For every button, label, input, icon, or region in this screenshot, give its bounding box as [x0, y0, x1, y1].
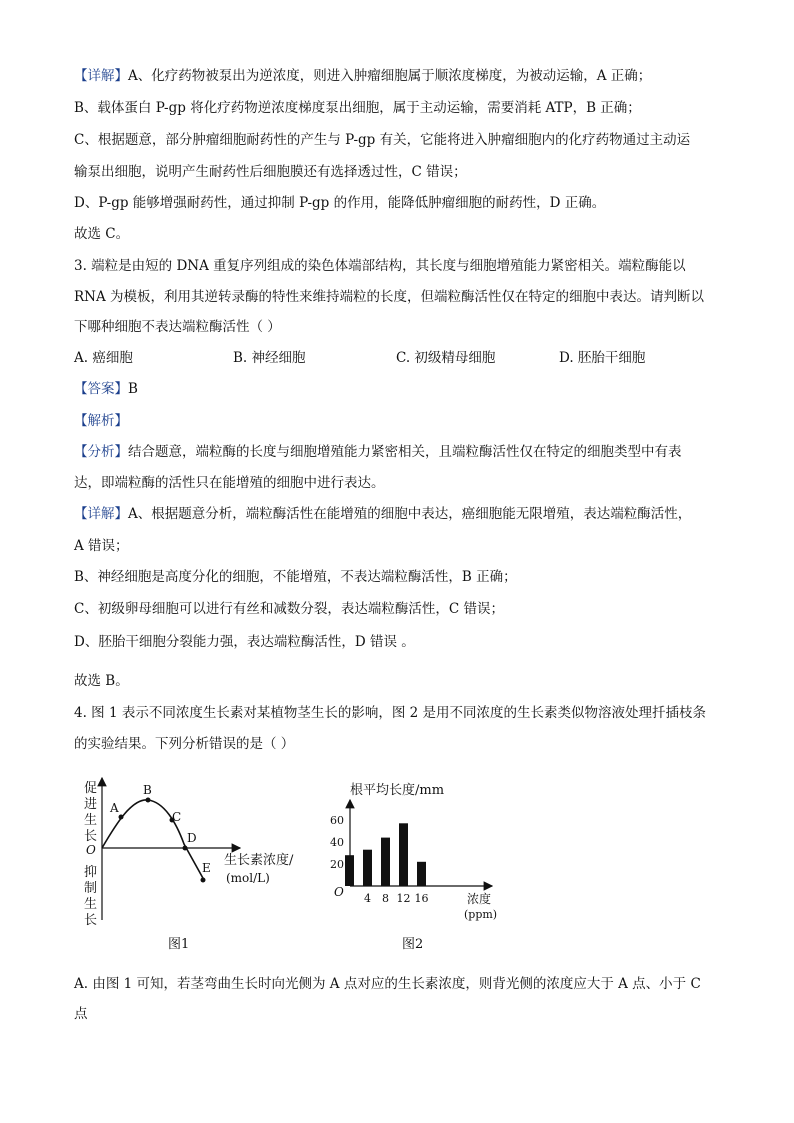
q3-fenxi-line-2: 达，即端粒酶的活性只在能增殖的细胞中进行表达。: [74, 475, 385, 491]
detail-tag: 【详解】: [74, 506, 128, 522]
q3-detail-line-3: B、神经细胞是高度分化的细胞，不能增殖，不表达端粒酶活性，B 正确；: [74, 569, 517, 585]
q2-detail-line-1: [74, 67, 651, 85]
point-d: [183, 846, 188, 851]
q3-detail-line-2: A 错误；: [74, 538, 129, 554]
point-label-c: C: [172, 810, 182, 824]
x-tick-label: 4: [364, 892, 371, 905]
point-label-a: A: [110, 801, 119, 815]
y-down-char: 制: [84, 881, 98, 896]
fenxi-tag: 【分析】: [74, 444, 128, 460]
x-tick-label: 8: [382, 892, 389, 905]
x-ticks: [364, 892, 429, 905]
y-up-char: 生: [84, 813, 98, 828]
y-axis-label: 根平均长度/mm: [350, 783, 445, 798]
y-down-char: 长: [84, 913, 98, 928]
point-e: [201, 878, 206, 883]
q3-option-a: A. 癌细胞: [74, 350, 133, 366]
y-tick-label: 40: [330, 836, 344, 849]
q3-detail-line-4: C、初级卵母细胞可以进行有丝和减数分裂，表达端粒酶活性，C 错误；: [74, 601, 504, 617]
q3-detail-line-5: D、胚胎干细胞分裂能力强，表达端粒酶活性，D 错误 。: [74, 634, 415, 650]
q2-choice: 故选 C。: [74, 226, 130, 242]
answer-value: B: [128, 381, 138, 397]
bars: [345, 823, 426, 886]
y-up-char: 长: [84, 829, 98, 844]
fenxi-text: 结合题意，端粒酶的长度与细胞增殖能力紧密相关，且端粒酶活性仅在特定的细胞类型中有表: [128, 444, 682, 460]
point-b: [146, 798, 151, 803]
answer-tag: 【答案】: [74, 381, 128, 397]
q2-detail-line-4: 输泵出细胞，说明产生耐药性后细胞膜还有选择透过性，C 错误；: [74, 164, 467, 180]
figure-2-bar-chart: [322, 772, 512, 957]
origin-label: O: [334, 885, 344, 899]
q4-stem-line-1: 4. 图 1 表示不同浓度生长素对某植物茎生长的影响，图 2 是用不同浓度的生长素类似物溶液处理扦插枝条: [74, 705, 707, 721]
x-axis-label: 浓度: [467, 892, 492, 906]
detail-tag: 【详解】: [74, 68, 128, 84]
q3-option-c: C. 初级精母细胞: [396, 350, 496, 366]
bar-8: [381, 838, 390, 886]
q3-analysis-tag: [74, 412, 128, 430]
q3-stem-line-1: 3. 端粒是由短的 DNA 重复序列组成的染色体端部结构，其长度与细胞增殖能力紧密相关。端粒酶能以: [74, 258, 686, 274]
q3-choice: 故选 B。: [74, 673, 129, 689]
q3-stem-line-2: RNA 为模板，利用其逆转录酶的特性来维持端粒的长度，但端粒酶活性仅在特定的细胞中表达。请判断以: [74, 289, 705, 305]
origin-label: O: [86, 843, 96, 857]
y-down-char: 生: [84, 897, 98, 912]
q2-detail-line-3: C、根据题意，部分肿瘤细胞耐药性的产生与 P-gp 有关，它能将进入肿瘤细胞内的化疗药物通过主动运: [74, 132, 691, 148]
figure-1: [76, 772, 316, 957]
y-up-char: 促: [84, 781, 98, 796]
analysis-tag: 【解析】: [74, 413, 128, 429]
figure-2-caption: 图2: [402, 937, 424, 952]
q3-detail-line-1: [74, 505, 691, 523]
point-label-e: E: [202, 861, 211, 875]
figure-1-caption: 图1: [168, 937, 190, 952]
point-label-b: B: [143, 783, 152, 797]
point-label-d: D: [187, 831, 197, 845]
detail-text: A、化疗药物被泵出为逆浓度，则进入肿瘤细胞属于顺浓度梯度，为被动运输，A 正确；: [128, 68, 652, 84]
bar-0: [345, 855, 354, 886]
y-tick-label: 60: [330, 814, 344, 827]
point-a: [119, 815, 124, 820]
q3-option-b: B. 神经细胞: [233, 350, 306, 366]
x-axis-unit: (ppm): [464, 908, 498, 921]
x-axis-unit: (mol/L): [226, 871, 270, 885]
bar-16: [417, 862, 426, 886]
x-tick-label: 12: [396, 892, 411, 905]
q2-detail-line-2: B、载体蛋白 P-gp 将化疗药物逆浓度梯度泵出细胞，属于主动运输，需要消耗 ATP，B 正确；: [74, 100, 641, 116]
x-tick-label: 16: [414, 892, 429, 905]
q4-option-a-line-2: 点: [74, 1006, 88, 1022]
y-ticks: [330, 814, 344, 871]
detail-text: A、根据题意分析，端粒酶活性在能增殖的细胞中表达，癌细胞能无限增殖，表达端粒酶活性，: [128, 506, 692, 522]
bar-4: [363, 850, 372, 886]
bar-12: [399, 823, 408, 886]
q4-option-a-line-1: A. 由图 1 可知，若茎弯曲生长时向光侧为 A 点对应的生长素浓度，则背光侧的浓度应大于 A 点、小于 C: [74, 976, 701, 992]
q3-option-d: D. 胚胎干细胞: [559, 350, 646, 366]
y-tick-label: 20: [330, 858, 344, 871]
y-up-char: 进: [84, 797, 98, 812]
q3-answer: [74, 380, 138, 398]
q2-detail-line-5: D、P-gp 能够增强耐药性，通过抑制 P-gp 的作用，能降低肿瘤细胞的耐药性，D 正确。: [74, 195, 606, 211]
x-axis-label: 生长素浓度/: [224, 853, 294, 868]
q4-stem-line-2: 的实验结果。下列分析错误的是（ ）: [74, 736, 295, 752]
q3-stem-line-3: 下哪种细胞不表达端粒酶活性（ ）: [74, 319, 281, 335]
y-down-char: 抑: [84, 865, 98, 880]
q3-fenxi-line-1: [74, 443, 682, 461]
